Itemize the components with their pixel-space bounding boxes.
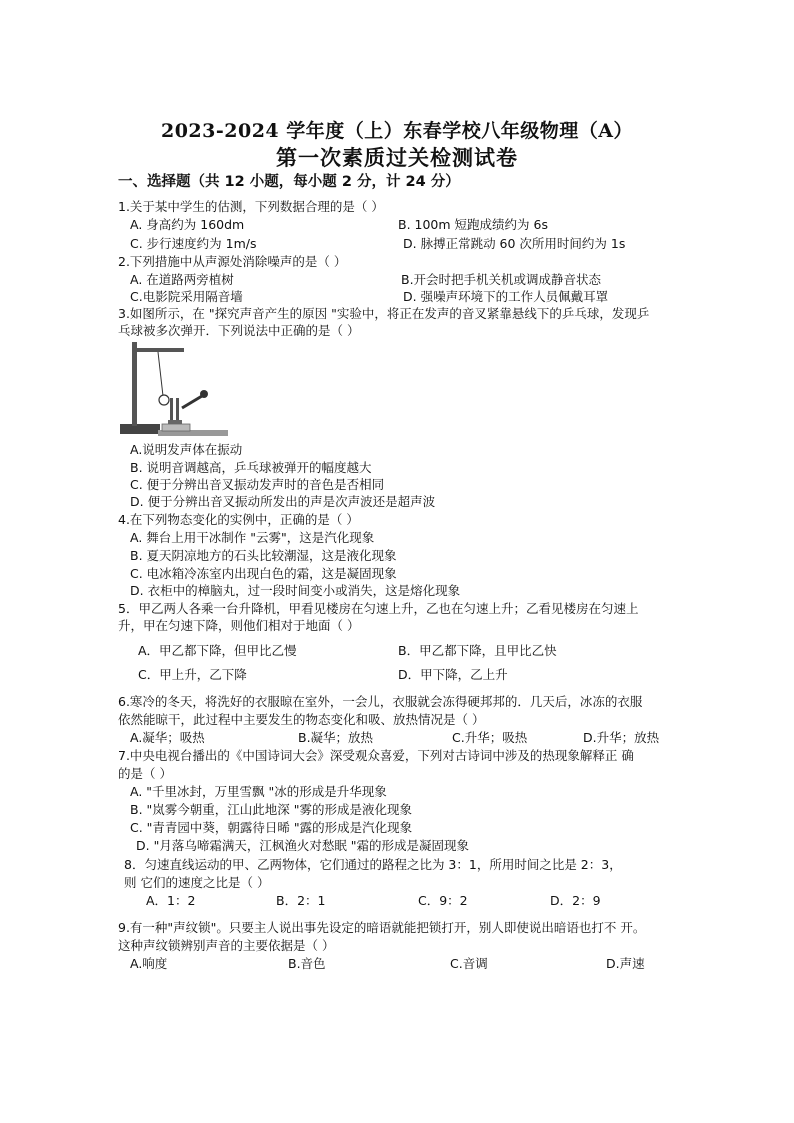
q9-stem-line2: 这种声纹锁辨别声音的主要依据是（ ）: [118, 938, 335, 953]
q4-option-d: D. 衣柜中的樟脑丸，过一段时间变小或消失，这是熔化现象: [130, 583, 461, 598]
q8-option-b: B．2：1: [276, 893, 326, 908]
q2-option-a: A. 在道路两旁植树: [130, 272, 234, 287]
q1-option-c: C. 步行速度约为 1m/s: [130, 236, 257, 251]
rubber-mallet-handle: [182, 396, 202, 408]
q8-option-a: A．1：2: [146, 893, 196, 908]
q3-option-b: B. 说明音调越高，乒乓球被弹开的幅度越大: [130, 460, 372, 475]
q9-stem-line1: 9.有一种"声纹锁"。只要主人说出事先设定的暗语就能把锁打开，别人即使说出暗语也打不 开。: [118, 920, 646, 935]
stand-arm: [132, 348, 184, 352]
q6-option-c: C.升华；吸热: [452, 730, 528, 745]
exam-title-line2: 第一次素质过关检测试卷: [276, 145, 518, 170]
q3-stem-line1: 3.如图所示，在 "探究声音产生的原因 "实验中，将正在发声的音叉紧靠悬线下的乒乓球，发现乒: [118, 306, 650, 321]
q7-stem-line1: 7.中央电视台播出的《中国诗词大会》深受观众喜爱，下列对古诗词中涉及的热现象解释正 确: [118, 748, 634, 763]
q8-option-d: D．2：9: [550, 893, 601, 908]
q1-option-d: D. 脉搏正常跳动 60 次所用时间约为 1s: [403, 236, 626, 251]
q5-option-d: D．甲下降，乙上升: [398, 667, 508, 682]
q7-option-b: B. "岚雾今朝重，江山此地深 "雾的形成是液化现象: [130, 802, 412, 817]
q5-option-a: A．甲乙都下降，但甲比乙慢: [138, 643, 297, 658]
q5-stem-line2: 升，甲在匀速下降，则他们相对于地面（ ）: [118, 618, 360, 633]
q2-option-c: C.电影院采用隔音墙: [130, 289, 243, 304]
q9-option-a: A.响度: [130, 956, 168, 971]
q1-option-a: A. 身高约为 160dm: [130, 217, 245, 232]
q7-option-a: A. "千里冰封，万里雪飘 "冰的形成是升华现象: [130, 784, 387, 799]
q6-option-b: B.凝华；放热: [298, 730, 374, 745]
tuning-fork-prong-left: [170, 398, 173, 422]
q2-option-b: B.开会时把手机关机或调成静音状态: [401, 272, 602, 287]
q6-stem-line1: 6.寒冷的冬天，将洗好的衣服晾在室外，一会儿，衣服就会冻得硬邦邦的．几天后，冰冻的衣服: [118, 694, 643, 709]
ping-pong-ball: [159, 395, 169, 405]
tuning-fork-figure: [118, 338, 228, 440]
q2-option-d: D. 强噪声环境下的工作人员佩戴耳罩: [403, 289, 609, 304]
stand-base: [120, 424, 160, 434]
q9-option-b: B.音色: [288, 956, 326, 971]
q1-stem: 1.关于某中学生的估测，下列数据合理的是（ ）: [118, 199, 384, 214]
rubber-mallet-head: [200, 390, 208, 398]
q4-option-a: A. 舞台上用干冰制作 "云雾"，这是汽化现象: [130, 530, 375, 545]
q3-stem-line2: 乓球被多次弹开．下列说法中正确的是（ ）: [118, 323, 360, 338]
q4-option-b: B. 夏天阴凉地方的石头比较潮湿，这是液化现象: [130, 548, 397, 563]
q7-stem-line2: 的是（ ）: [118, 766, 172, 781]
tuning-fork-prong-right: [176, 398, 179, 422]
q3-option-a: A.说明发声体在振动: [130, 442, 243, 457]
section-heading: 一、选择题（共 12 小题，每小题 2 分，计 24 分）: [118, 174, 460, 190]
q6-option-a: A.凝华；吸热: [130, 730, 205, 745]
q9-option-c: C.音调: [450, 956, 488, 971]
q5-option-c: C．甲上升，乙下降: [138, 667, 247, 682]
q3-option-d: D. 便于分辨出音叉振动所发出的声是次声波还是超声波: [130, 494, 436, 509]
q9-option-d: D.声速: [606, 956, 645, 971]
q4-stem: 4.在下列物态变化的实例中，正确的是（ ）: [118, 512, 359, 527]
q7-option-c: C. "青青园中葵，朝露待日晞 "露的形成是汽化现象: [130, 820, 413, 835]
q5-stem-line1: 5．甲乙两人各乘一台升降机，甲看见楼房在匀速上升，乙也在匀速上升；乙看见楼房在匀速上: [118, 601, 639, 616]
q6-option-d: D.升华；放热: [583, 730, 660, 745]
q1-option-b: B. 100m 短跑成绩约为 6s: [398, 217, 548, 232]
q8-stem-line1: 8．匀速直线运动的甲、乙两物体，它们通过的路程之比为 3：1，所用时间之比是 2：3，: [124, 857, 622, 872]
exam-title-line1: 2023-2024 学年度（上）东春学校八年级物理（A）: [160, 120, 633, 142]
resonance-box: [162, 424, 190, 431]
q7-option-d: D. "月落乌啼霜满天，江枫渔火对愁眠 "霜的形成是凝固现象: [136, 838, 470, 853]
stand-pole: [132, 342, 137, 426]
q8-stem-line2: 则 它们的速度之比是（ ）: [124, 875, 270, 890]
suspension-thread: [158, 352, 163, 396]
q6-stem-line2: 依然能晾干，此过程中主要发生的物态变化和吸、放热情况是（ ）: [118, 712, 485, 727]
q3-option-c: C. 便于分辨出音叉振动发声时的音色是否相同: [130, 477, 385, 492]
q4-option-c: C. 电冰箱冷冻室内出现白色的霜，这是凝固现象: [130, 566, 397, 581]
q2-stem: 2.下列措施中从声源处消除噪声的是（ ）: [118, 254, 347, 269]
q8-option-c: C．9：2: [418, 893, 468, 908]
q5-option-b: B．甲乙都下降，且甲比乙快: [398, 643, 557, 658]
